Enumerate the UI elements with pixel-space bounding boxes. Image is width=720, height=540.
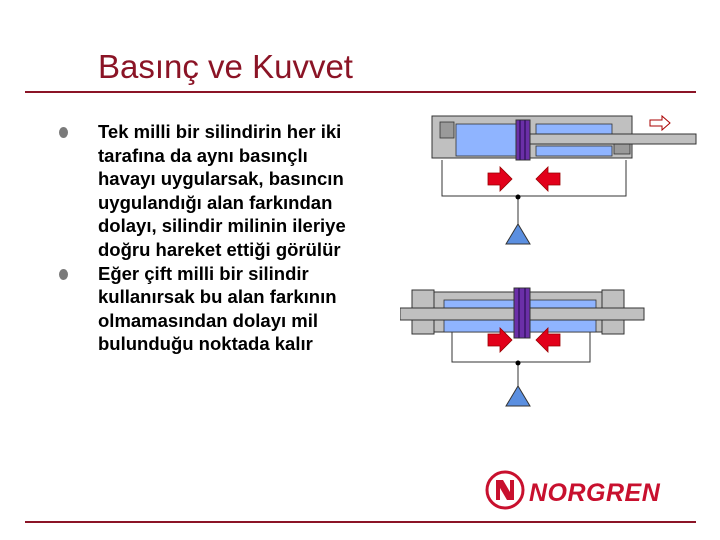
bullet-item [55, 262, 355, 356]
cylinder-diagrams [400, 100, 700, 420]
bullet-text: Tek milli bir silindirin her iki tarafına da aynı basınçlı havayı uygularsak, basıncın uygulandığı alan farkından dolayı, silindir milinin ileriye doğru hareket ettiği görülür [98, 121, 346, 260]
logo-text: NORGREN [529, 479, 661, 507]
footer-divider [25, 521, 696, 523]
bullet-dot-icon [59, 269, 68, 280]
bullet-list [55, 120, 355, 356]
bullet-item [55, 120, 355, 262]
norgren-logo [485, 470, 697, 512]
bullet-text: Eğer çift milli bir silindir kullanırsak bu alan farkının olmamasından dolayı mil bulunduğu noktada kalır [98, 262, 337, 355]
bullet-dot-icon [59, 127, 68, 138]
single-rod-cylinder [432, 116, 696, 244]
norgren-emblem-icon [487, 472, 523, 508]
slide-title: Basınç ve Kuvvet [98, 48, 353, 85]
title-divider [25, 91, 696, 93]
double-rod-cylinder [400, 288, 644, 406]
